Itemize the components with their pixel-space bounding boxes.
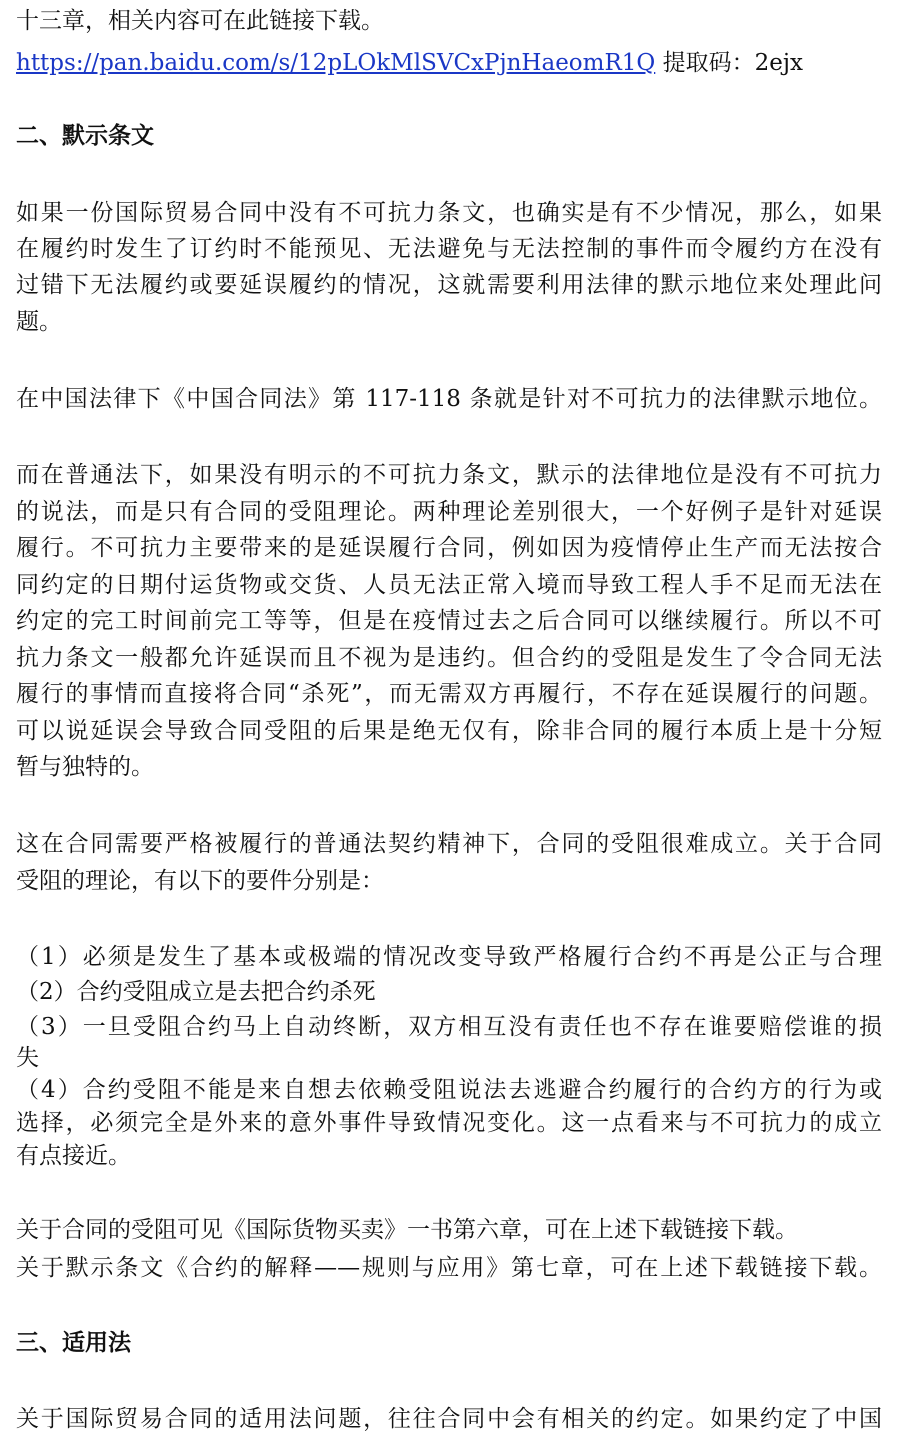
list-item-continuation: 有点接近。 [16, 1143, 131, 1169]
paragraph-line: 在履约时发生了订约时不能预见、无法避免与无法控制的事件而令履约方在没有 [16, 236, 882, 262]
download-link[interactable]: https://pan.baidu.com/s/12pLOkMlSVCxPjnHaeomR1Q [16, 50, 656, 76]
extraction-code: 提取码：2ejx [655, 50, 803, 76]
paragraph-line: 同约定的日期付运货物或交货、人员无法正常入境而导致工程人手不足而无法在 [16, 572, 882, 598]
section-heading-implied-terms: 二、默示条文 [16, 123, 154, 149]
paragraph-line: 关于国际贸易合同的适用法问题，往往合同中会有相关的约定。如果约定了中国 [16, 1406, 882, 1432]
reference-line: 关于默示条文《合约的解释——规则与应用》第七章，可在上述下载链接下载。 [16, 1255, 882, 1281]
paragraph-line: 履行。不可抗力主要带来的是延误履行合同，例如因为疫情停止生产而无法按合 [16, 535, 882, 561]
paragraph-line: 可以说延误会导致合同受阻的后果是绝无仅有，除非合同的履行本质上是十分短 [16, 718, 882, 744]
paragraph-line: 过错下无法履约或要延误履约的情况，这就需要利用法律的默示地位来处理此问 [16, 272, 882, 298]
list-item: （1）必须是发生了基本或极端的情况改变导致严格履行合约不再是公正与合理 [16, 944, 882, 970]
paragraph-line: 履行的事情而直接将合同“杀死”，而无需双方再履行，不存在延误履行的问题。 [16, 681, 882, 707]
paragraph-line: 如果一份国际贸易合同中没有不可抗力条文，也确实是有不少情况，那么，如果 [16, 200, 882, 226]
paragraph-line: 受阻的理论，有以下的要件分别是： [16, 868, 384, 894]
section-heading-applicable-law: 三、适用法 [16, 1330, 131, 1356]
paragraph-line: 的说法，而是只有合同的受阻理论。两种理论差别很大，一个好例子是针对延误 [16, 499, 882, 525]
paragraph-line: 抗力条文一般都允许延误而且不视为是违约。但合约的受阻是发生了令合同无法 [16, 645, 882, 671]
reference-line: 关于合同的受阻可见《国际货物买卖》一书第六章，可在上述下载链接下载。 [16, 1217, 798, 1243]
list-item-continuation: 选择，必须完全是外来的意外事件导致情况变化。这一点看来与不可抗力的成立 [16, 1110, 882, 1136]
paragraph-line: 这在合同需要严格被履行的普通法契约精神下，合同的受阻很难成立。关于合同 [16, 831, 882, 857]
paragraph-line: 题。 [16, 309, 62, 335]
list-item: （3）一旦受阻合约马上自动终断，双方相互没有责任也不存在谁要赔偿谁的损 [16, 1014, 882, 1040]
paragraph-line: 暂与独特的。 [16, 754, 154, 780]
list-item: （4）合约受阻不能是来自想去依赖受阻说法去逃避合约履行的合约方的行为或 [16, 1077, 882, 1103]
list-item-continuation: 失 [16, 1045, 39, 1071]
download-line [16, 48, 803, 78]
list-item: （2）合约受阻成立是去把合约杀死 [16, 979, 376, 1005]
paragraph-line: 约定的完工时间前完工等等，但是在疫情过去之后合同可以继续履行。所以不可 [16, 608, 882, 634]
paragraph-line: 在中国法律下《中国合同法》第 117-118 条就是针对不可抗力的法律默示地位。 [16, 386, 882, 412]
intro-line: 十三章，相关内容可在此链接下载。 [16, 8, 384, 34]
paragraph-line: 而在普通法下，如果没有明示的不可抗力条文，默示的法律地位是没有不可抗力 [16, 462, 882, 488]
